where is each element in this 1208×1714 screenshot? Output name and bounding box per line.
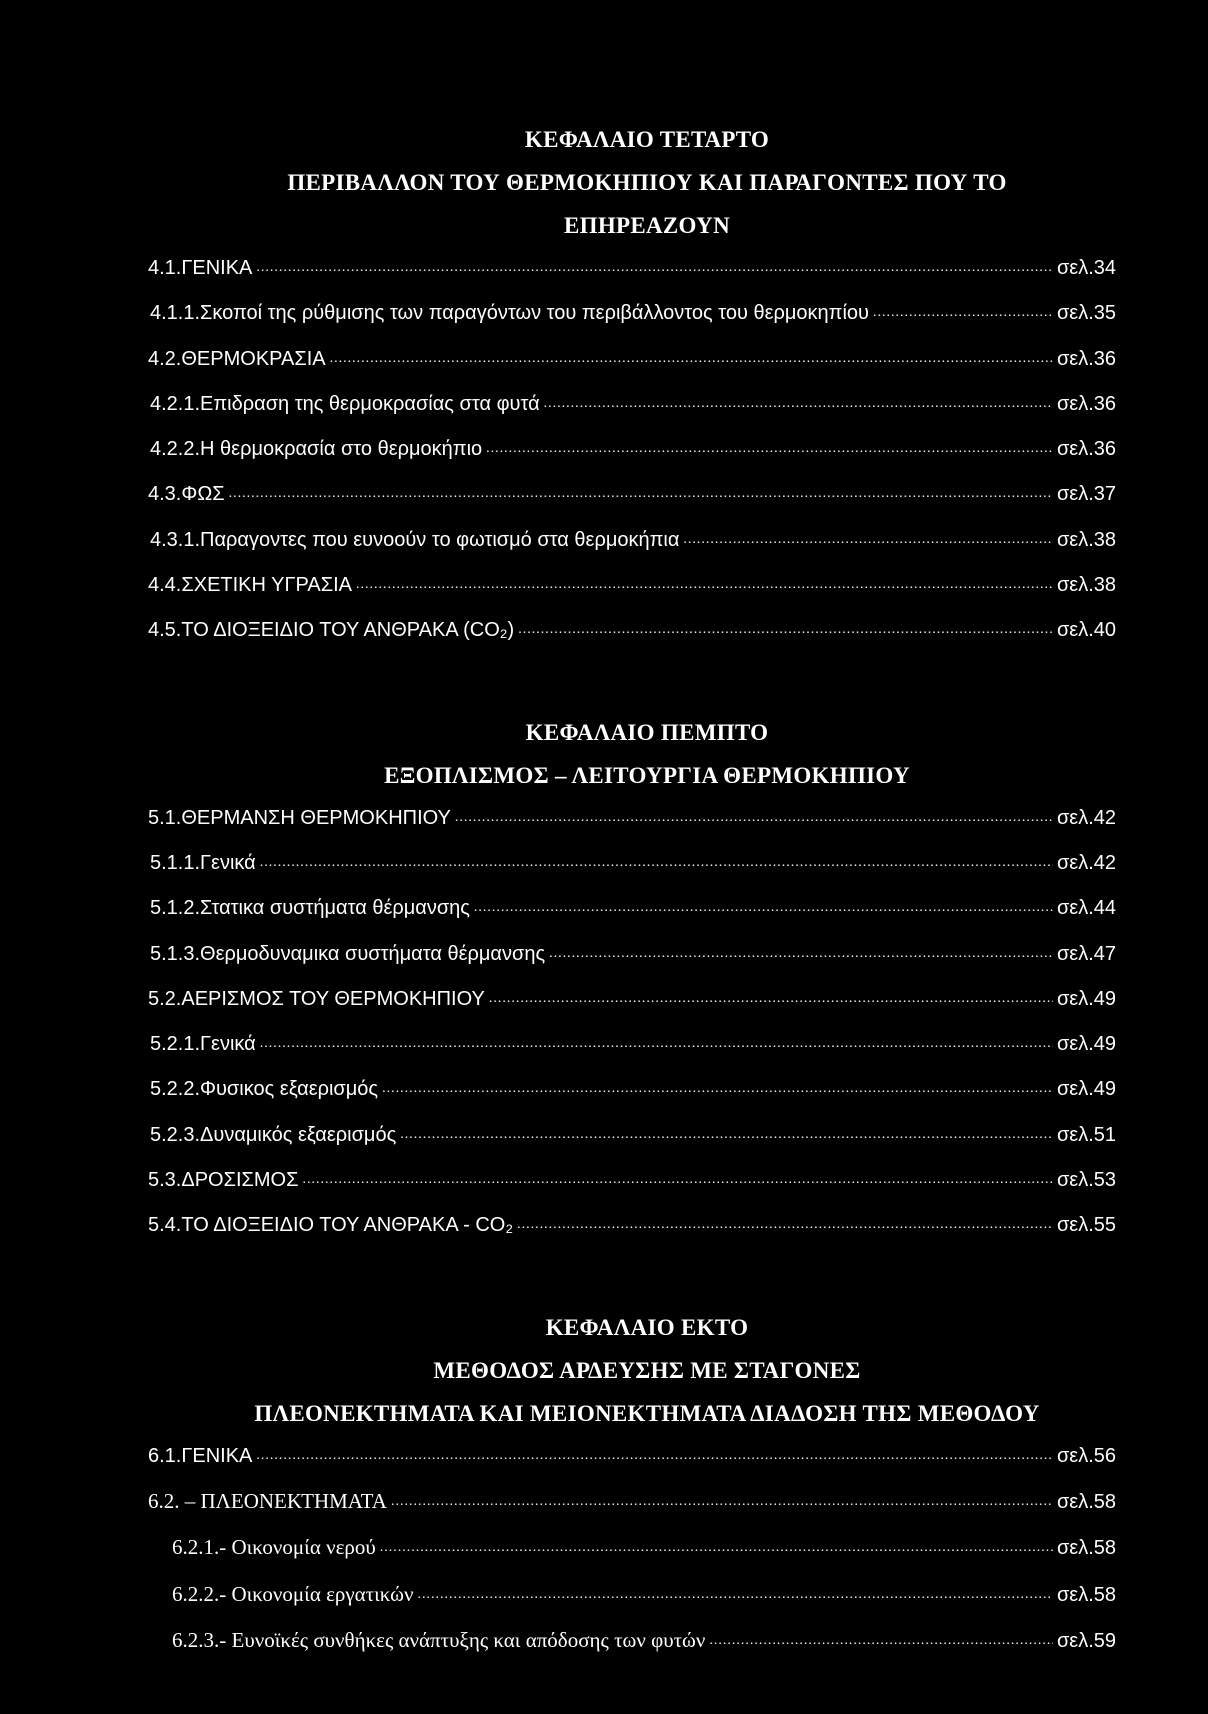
toc-entry[interactable] <box>148 1435 1116 1480</box>
chapter-heading: ΚΕΦΑΛΑΙΟ ΕΚΤΟ <box>545 1314 749 1340</box>
dot-leader <box>486 427 1053 470</box>
chapter-subtitle: ΜΕΘΟΔΟΣ ΑΡΔΕΥΣΗΣ ΜΕ ΣΤΑΓΟΝΕΣ <box>433 1357 861 1383</box>
toc-entry-page: σελ.49 <box>1056 987 1116 1010</box>
dot-leader <box>517 1203 1053 1246</box>
toc-entry[interactable] <box>148 609 1116 654</box>
dot-leader <box>256 246 1053 289</box>
toc-entry-page: σελ.34 <box>1056 257 1116 279</box>
dot-leader <box>256 1434 1053 1477</box>
toc-entry-title: 5.1.1.Γενικά <box>150 851 256 874</box>
dot-leader <box>356 563 1053 606</box>
toc-entry[interactable] <box>148 338 1116 383</box>
chapter-subtitle: ΕΠΗΡΕΑΖΟΥΝ <box>564 213 730 238</box>
chapter-subtitle: ΕΞΟΠΛΙΣΜΟΣ – ΛΕΙΤΟΥΡΓΙΑ ΘΕΡΜΟΚΗΠΙΟΥ <box>384 762 910 788</box>
toc-entry-page: σελ.37 <box>1056 483 1116 506</box>
toc-entry-title: 5.2.1.Γενικά <box>150 1033 256 1056</box>
toc-entry[interactable] <box>148 292 1116 337</box>
toc-entry-page: σελ.38 <box>1056 528 1116 551</box>
toc-entry-title: 4.5.ΤΟ ΔΙΟΞΕΙΔΙΟ ΤΟΥ ΑΝΘΡΑΚΑ (CO₂) <box>148 619 515 642</box>
toc-entry[interactable] <box>148 1114 1116 1159</box>
chapter-heading: ΚΕΦΑΛΑΙΟ ΤΕΤΑΡΤΟ <box>524 127 770 152</box>
chapter-five <box>148 711 1116 1250</box>
table-of-contents <box>148 118 1116 1665</box>
toc-entry-page: σελ.36 <box>1056 347 1116 370</box>
toc-entry-page: σελ.44 <box>1056 897 1116 920</box>
chapter-six <box>148 1306 1116 1665</box>
toc-entry[interactable] <box>148 1526 1116 1572</box>
toc-entry[interactable] <box>148 887 1116 932</box>
toc-entry-page: σελ.40 <box>1056 619 1116 642</box>
toc-entry-page: σελ.59 <box>1056 1629 1116 1652</box>
toc-entry-title: 4.2.1.Επιδραση της θερμοκρασίας στα φυτά <box>150 392 540 415</box>
toc-entry[interactable] <box>148 978 1116 1023</box>
dot-leader <box>873 291 1053 334</box>
dot-leader <box>400 1113 1053 1156</box>
toc-entry-title: 6.2.3.- Ευνοϊκές συνθήκες ανάπτυξης και απόδοσης των φυτών <box>172 1627 706 1652</box>
toc-entry-title: 4.2.2.Η θερμοκρασία στο θερμοκήπιο <box>150 438 483 461</box>
toc-entry-title: 6.2.1.- Οικονομία νερού <box>172 1535 376 1560</box>
toc-entry[interactable] <box>148 1023 1116 1068</box>
dot-leader <box>683 518 1053 561</box>
toc-entry-page: σελ.38 <box>1056 574 1116 597</box>
dot-leader <box>489 977 1053 1020</box>
dot-leader <box>382 1067 1053 1110</box>
dot-leader <box>518 608 1053 651</box>
toc-entry-page: σελ.42 <box>1056 851 1116 874</box>
toc-entry[interactable] <box>148 1159 1116 1204</box>
dot-leader <box>417 1573 1052 1616</box>
toc-entry[interactable] <box>148 1480 1116 1526</box>
toc-entry[interactable] <box>148 1068 1116 1113</box>
toc-entry-page: σελ.49 <box>1056 1078 1116 1101</box>
toc-entry-page: σελ.36 <box>1056 392 1116 415</box>
toc-entry-title: 6.1.ΓΕΝΙΚΑ <box>148 1444 253 1467</box>
toc-entry[interactable] <box>148 519 1116 564</box>
toc-entry-title: 4.3.ΦΩΣ <box>148 483 225 506</box>
toc-entry-title: 5.2.2.Φυσικος εξαερισμός <box>150 1078 379 1101</box>
toc-entry-page: σελ.55 <box>1056 1214 1116 1237</box>
toc-entry[interactable] <box>148 428 1116 473</box>
toc-entry[interactable] <box>148 1573 1116 1619</box>
toc-entry[interactable] <box>148 473 1116 518</box>
toc-entry[interactable] <box>148 1204 1116 1249</box>
dot-leader <box>474 886 1053 929</box>
toc-entry[interactable] <box>148 564 1116 609</box>
toc-entry-page: σελ.36 <box>1056 438 1116 461</box>
toc-entry[interactable] <box>148 797 1116 842</box>
toc-entry-page: σελ.47 <box>1056 942 1116 965</box>
toc-entry-page: σελ.42 <box>1056 806 1116 829</box>
toc-entry[interactable] <box>148 383 1116 428</box>
toc-entry[interactable] <box>148 933 1116 978</box>
dot-leader <box>455 796 1053 839</box>
dot-leader <box>544 382 1053 425</box>
toc-entry-title: 5.3.ΔΡΟΣΙΣΜΟΣ <box>148 1169 299 1192</box>
toc-entry-title: 5.2.ΑΕΡΙΣΜΟΣ ΤΟΥ ΘΕΡΜΟΚΗΠΙΟΥ <box>148 987 485 1010</box>
dot-leader <box>330 337 1053 380</box>
toc-entry-title: 5.1.2.Στατικα συστήματα θέρμανσης <box>150 897 470 920</box>
dot-leader <box>391 1480 1053 1523</box>
toc-entry-title: 4.3.1.Παραγοντες που ευνοούν το φωτισμό στα θερμοκήπια <box>150 528 680 551</box>
toc-entry-page: σελ.35 <box>1056 302 1116 325</box>
toc-entry-title: 5.1.3.Θερμοδυναμικα συστήματα θέρμανσης <box>150 942 546 965</box>
dot-leader <box>709 1619 1053 1662</box>
toc-entry-page: σελ.53 <box>1056 1169 1116 1192</box>
dot-leader <box>260 1022 1053 1065</box>
toc-entry-title: 4.1.ΓΕΝΙΚΑ <box>148 257 253 279</box>
toc-entry-title: 5.4.ΤΟ ΔΙΟΞΕΙΔΙΟ ΤΟΥ ΑΝΘΡΑΚΑ - CO₂ <box>148 1214 514 1237</box>
toc-entry-title: 6.2.2.- Οικονομία εργατικών <box>172 1581 414 1606</box>
toc-entry-title: 6.2. – ΠΛΕΟΝΕΚΤΗΜΑΤΑ <box>148 1488 387 1513</box>
dot-leader <box>302 1158 1052 1201</box>
dot-leader <box>260 841 1053 884</box>
toc-entry-title: 5.1.ΘΕΡΜΑΝΣΗ ΘΕΡΜΟΚΗΠΙΟΥ <box>148 806 451 829</box>
toc-entry-title: 4.4.ΣΧΕΤΙΚΗ ΥΓΡΑΣΙΑ <box>148 574 352 597</box>
chapter-subtitle: ΠΛΕΟΝΕΚΤΗΜΑΤΑ ΚΑΙ ΜΕΙΟΝΕΚΤΗΜΑΤΑ ΔΙΑΔΟΣΗ ΤΗΣ ΜΕΘΟΔΟΥ <box>254 1400 1040 1426</box>
dot-leader <box>229 472 1053 515</box>
toc-entry-page: σελ.58 <box>1056 1537 1116 1560</box>
chapter-subtitle: ΠΕΡΙΒΑΛΛΟΝ ΤΟΥ ΘΕΡΜΟΚΗΠΙΟΥ ΚΑΙ ΠΑΡΑΓΟΝΤΕΣ ΠΟΥ ΤΟ <box>287 170 1007 195</box>
chapter-heading: ΚΕΦΑΛΑΙΟ ΠΕΜΠΤΟ <box>525 719 769 745</box>
toc-entry-title: 4.2.ΘΕΡΜΟΚΡΑΣΙΑ <box>148 347 326 370</box>
toc-entry[interactable] <box>148 247 1116 292</box>
toc-entry-page: σελ.56 <box>1056 1444 1116 1467</box>
toc-entry-page: σελ.58 <box>1056 1490 1116 1513</box>
toc-entry-page: σελ.58 <box>1056 1583 1116 1606</box>
dot-leader <box>380 1526 1053 1569</box>
toc-entry-page: σελ.51 <box>1056 1123 1116 1146</box>
toc-entry-title: 4.1.1.Σκοποί της ρύθμισης των παραγόντων του περιβάλλοντος του θερμοκηπίου <box>150 302 869 325</box>
toc-entry[interactable] <box>148 842 1116 887</box>
toc-entry-page: σελ.49 <box>1056 1033 1116 1056</box>
toc-entry-title: 5.2.3.Δυναμικός εξαερισμός <box>150 1123 397 1146</box>
chapter-four <box>148 118 1116 655</box>
dot-leader <box>549 932 1053 975</box>
toc-entry[interactable] <box>148 1619 1116 1665</box>
